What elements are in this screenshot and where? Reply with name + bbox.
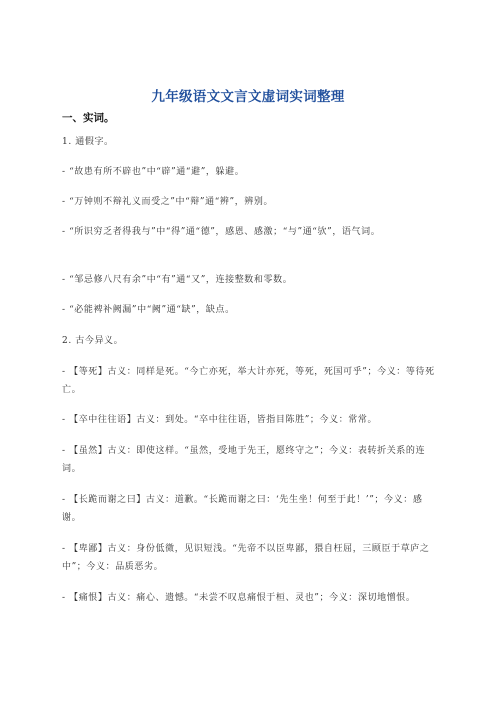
- paragraph: - “故患有所不辟也”中“辟”通“避”，躲避。: [62, 167, 245, 177]
- section-heading: 一、实词。: [62, 112, 115, 124]
- paragraph: - “万钟则不辩礼义而受之”中“辩”通“辨”，辨别。: [62, 197, 274, 207]
- paragraph: - “所识穷乏者得我与”中“得”通“德”，感恩、感激；“与”通“欤”，语气词。: [62, 227, 381, 237]
- paragraph: - 【卒中往往语】古义：到处。“卒中往往语，皆指目陈胜”；今义：常常。: [62, 415, 378, 425]
- paragraph: - 【痛恨】古义：痛心、遗憾。“未尝不叹息痛恨于桓、灵也”；今义：深切地憎恨。: [62, 593, 416, 603]
- paragraph: - 【虽然】古义：即使这样。“虽然，受地于先王，愿终守之”；今义：表转折关系的连词。: [62, 446, 426, 474]
- paragraph: - “邹忌修八尺有余”中“有”通“又”，连接整数和零数。: [62, 275, 293, 285]
- paragraph: - 【长跪而谢之曰】古义：道歉。“长跪而谢之曰：‘先生坐！何至于此！’”；今义：感谢。: [62, 495, 423, 523]
- paragraph: - 【卑鄙】古义：身份低微，见识短浅。“先帝不以臣卑鄙，猥自枉屈，三顾臣于草庐之中”；今义：品质恶劣。: [62, 544, 430, 572]
- paragraph: 1. 通假字。: [62, 137, 114, 147]
- paragraph: - 【等死】古义：同样是死。“今亡亦死，举大计亦死，等死，死国可乎”；今义：等待死亡。: [62, 367, 435, 395]
- document-title: 九年级语文文言文虚词实词整理: [151, 89, 345, 105]
- paragraph: 2. 古今异义。: [62, 336, 124, 346]
- paragraph: - “必能裨补阙漏”中“阙”通“缺”，缺点。: [62, 305, 235, 315]
